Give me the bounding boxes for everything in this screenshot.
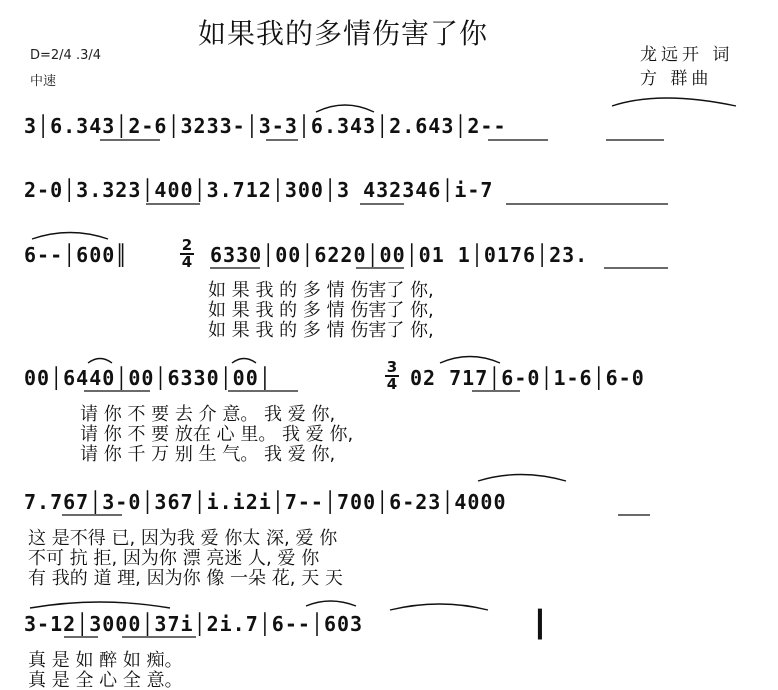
notation-line-1: 3│6.343│2-6│3233-│3-3│6.343│2.643│2-- xyxy=(24,114,507,138)
time-sig-top: 3 xyxy=(386,358,398,376)
lyric-line: 如 果 我 的 多 情 伤害了 你, xyxy=(208,300,434,321)
tie-mark xyxy=(32,233,108,240)
lyric-line: 请 你 千 万 别 生 气。 我 爱 你, xyxy=(80,444,336,465)
tie-mark xyxy=(232,359,256,364)
notation-line-6: 3-12│3000│37i│2i.7│6--│603 xyxy=(24,612,364,636)
lyric-line: 请 你 不 要 放在 心 里。 我 爱 你, xyxy=(80,424,354,445)
time-sig-top: 2 xyxy=(181,236,193,254)
tie-mark xyxy=(390,604,488,610)
tie-mark xyxy=(306,601,356,606)
lyric-line: 有 我的 道 理, 因为你 像 一朵 花, 天 天 xyxy=(28,568,343,589)
time-sig-bottom: 4 xyxy=(181,253,193,271)
composer-credit: 方 群曲 xyxy=(640,69,713,89)
lyric-line: 请 你 不 要 去 介 意。 我 爱 你, xyxy=(80,404,336,425)
tie-mark xyxy=(612,98,736,106)
notation-line-4a: 00│6440│00│6330│00│ xyxy=(24,366,272,390)
lyric-line: 如 果 我 的 多 情 伤害了 你, xyxy=(208,280,434,301)
song-title: 如果我的多情伤害了你 xyxy=(198,17,489,50)
tie-mark xyxy=(316,105,374,112)
tie-mark xyxy=(88,359,112,364)
final-barline: ┃ xyxy=(532,610,549,640)
notation-line-3a: 6--│600║ xyxy=(24,243,129,267)
tempo-marking: 中速 xyxy=(30,74,57,89)
tie-mark xyxy=(30,602,170,608)
lyric-line: 不可 抗 拒, 因为你 漂 亮迷 人, 爱 你 xyxy=(28,548,320,569)
lyric-line: 如 果 我 的 多 情 伤害了 你, xyxy=(208,320,434,341)
lyric-line: 这 是不得 已, 因为我 爱 你太 深, 爱 你 xyxy=(28,528,338,549)
lyricist-credit: 龙远开 词 xyxy=(640,45,734,65)
time-sig-bottom: 4 xyxy=(386,375,398,393)
tie-mark xyxy=(440,357,500,364)
lyric-line: 真 是 全 心 全 意。 xyxy=(28,670,183,690)
notation-line-4b: 02 717│6-0│1-6│6-0 xyxy=(410,366,645,390)
key-meter: D=2/4 .3/4 xyxy=(30,48,102,63)
tie-mark xyxy=(478,475,566,482)
notation-line-2: 2-0│3.323│400│3.712│300│3 432346│i-7 xyxy=(24,178,494,202)
notation-line-3b: 6330│00│6220│00│01 1│0176│23. xyxy=(210,243,589,267)
lyric-line: 真 是 如 醉 如 痴。 xyxy=(28,650,183,671)
notation-line-5: 7.767│3-0│367│i.i2i│7--│700│6-23│4000 xyxy=(24,490,507,514)
